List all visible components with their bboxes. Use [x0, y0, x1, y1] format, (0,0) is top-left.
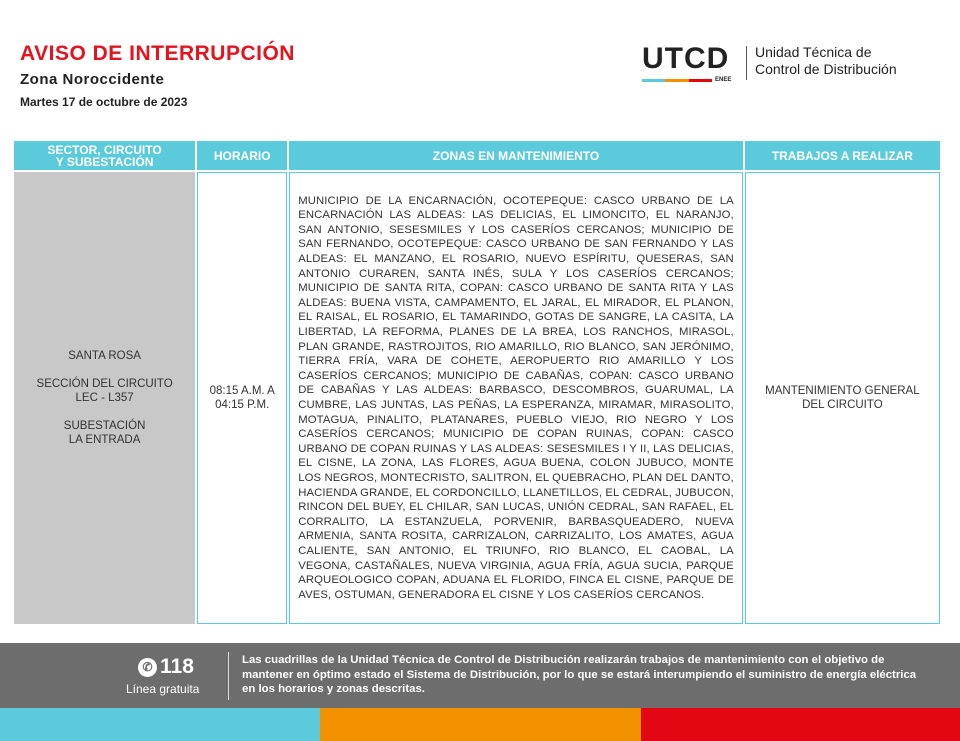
- stripe-cyan: [0, 708, 320, 741]
- logo-color-bars: [642, 79, 712, 82]
- interruption-table: [12, 139, 942, 626]
- sector-name: SANTA ROSA: [68, 350, 141, 362]
- logo-sub: ENEE: [715, 77, 732, 83]
- stripe-orange: [320, 708, 641, 741]
- utcd-logo: [642, 44, 897, 86]
- footer-band: [0, 643, 960, 708]
- footer-message: Las cuadrillas de la Unidad Técnica de Control de Distribución realizarán trabajos de mantenimiento con el objetivo de mantener en óptimo estado el Sistema de Distribución, por lo que se estará interumpiendo el suministro de energía eléctrica en los horarios y zonas descritas.: [242, 654, 917, 695]
- header-horario: HORARIO: [197, 141, 287, 170]
- logo-name: [755, 44, 897, 78]
- phone-icon: ✆: [138, 658, 157, 677]
- logo-divider: [746, 46, 747, 80]
- logo-underline: [642, 76, 742, 84]
- hotline-number: 118: [160, 655, 194, 678]
- circuit-code: LEC - L357: [75, 392, 134, 404]
- logo-mark: [642, 44, 742, 84]
- time-start: 08:15 A.M. A: [209, 385, 275, 397]
- stripe-red: [641, 708, 960, 741]
- header-trabajos: TRABAJOS A REALIZAR: [745, 141, 940, 170]
- work-cell: [745, 172, 940, 624]
- header-zonas: ZONAS EN MANTENIMIENTO: [289, 141, 742, 170]
- substation-label: SUBESTACIÓN: [63, 420, 146, 432]
- logo-name-line1: Unidad Técnica de: [755, 44, 872, 60]
- notice-date: Martes 17 de octubre de 2023: [20, 95, 188, 109]
- table-row: [14, 172, 940, 624]
- substation-name: LA ENTRADA: [68, 434, 141, 446]
- work-line2: DEL CIRCUITO: [802, 399, 883, 411]
- logo-acronym: UTCD: [642, 42, 730, 75]
- circuit-label: SECCIÓN DEL CIRCUITO: [36, 378, 173, 390]
- header-sector: SECTOR, CIRCUITO Y SUBESTACIÓN: [14, 141, 195, 170]
- schedule-cell: [197, 172, 287, 624]
- notice-title: AVISO DE INTERRUPCIÓN: [20, 42, 295, 65]
- zones-cell: MUNICIPIO DE LA ENCARNACIÓN, OCOTEPEQUE: CASCO URBANO DE LA ENCARNACIÓN LAS ALDEAS: LAS DELICIAS, EL LIMONCITO, EL NARANJO, SAN ANTONIO, SESESMILES Y LOS CASERÍOS CERCANOS; MUNICIPIO DE SAN FERNANDO, OCOTEPEQUE: CASCO URBANO DE SAN FERNANDO Y LAS ALDEAS: EL MANZANO, EL ROSARIO, NUEVO ESPÍRITU, QUESERAS, SAN ANTONIO CURAREN, SANTA INÉS, SULA Y LOS CASERÍOS CERCANOS; MUNICIPIO DE SANTA RITA, COPAN: CASCO URBANO DE SANTA RITA Y LAS ALDEAS: BUENA VISTA, CAMPAMENTO, EL JARAL, EL MIRADOR, EL PLANON, EL RAISAL, EL ROSARIO, EL TAMARINDO, GOTAS DE SANGRE, LA CASITA, LA LIBERTAD, LA REFORMA, PLANES DE LA BREA, LOS RANCHOS, MIRASOL, PLAN GRANDE, RASTROJITOS, RIO AMARILLO, RIO BLANCO, SAN JERÓNIMO, TIERRA FRÍA, VARA DE COHETE, AEROPUERTO RIO AMARILLO Y LOS CASERÍOS CERCANOS; MUNICIPIO DE CABAÑAS, COPAN: CASCO URBANO DE CABAÑAS Y LAS ALDEAS: BARBASCO, DESCOMBROS, GUARUMAL, LA CUMBRE, LAS JUNTAS, LAS PEÑAS, LA ESPERANZA, MIRAMAR, MIRASOLITO, MOTAGUA, PINALITO, PLATANARES, PUEBLO VIEJO, RIO NEGRO Y LOS CASERÍOS CERCANOS; MUNICIPIO DE COPAN RUINAS, COPAN: CASCO URBANO DE COPAN RUINAS Y LAS ALDEAS: SESESMILES I Y II, LAS DELICIAS, EL CISNE, LA ZONA, LAS FLORES, AGUA BUENA, COLON JUBUCO, MONTE LOS NEGROS, MONTECRISTO, SALITRON, EL QUEBRACHO, PLAN DEL DANTO, HACIENDA GRANDE, EL CORDONCILLO, LLANETILLOS, EL CEDRAL, JUBUCON, RINCON DEL BUEY, EL CHILAR, SAN LUCAS, UNIÓN CEDRAL, SAN RAFAEL, EL CORRALITO, LA ESTANZUELA, PORVENIR, BARBASQUEADERO, NUEVA ARMENIA, SANTA ROSITA, CARRIZALON, CARRIZALITO, LOS AMATES, AGUA CALIENTE, SAN ANTONIO, EL TRIUNFO, RIO BLANCO, EL CAOBAL, LA VEGONA, CASTAÑALES, NUEVA VIRGINIA, AGUA FRÍA, AGUA SUCIA, PARQUE ARQUEOLOGICO COPAN, ADUANA EL FLORIDO, FINCA EL CISNE, PARQUE DE AVES, OSTUMAN, GENERADORA EL CISNE Y LOS CASERÍOS CERCANOS.: [289, 172, 742, 624]
- time-end: 04:15 P.M.: [215, 399, 270, 411]
- sector-cell: [14, 172, 195, 624]
- hotline-label: Línea gratuita: [126, 682, 200, 696]
- hotline: [138, 655, 194, 679]
- zone-name: Zona Noroccidente: [20, 71, 165, 88]
- footer-divider: [228, 652, 229, 700]
- logo-name-line2: Control de Distribución: [755, 61, 897, 77]
- work-line1: MANTENIMIENTO GENERAL: [765, 385, 920, 397]
